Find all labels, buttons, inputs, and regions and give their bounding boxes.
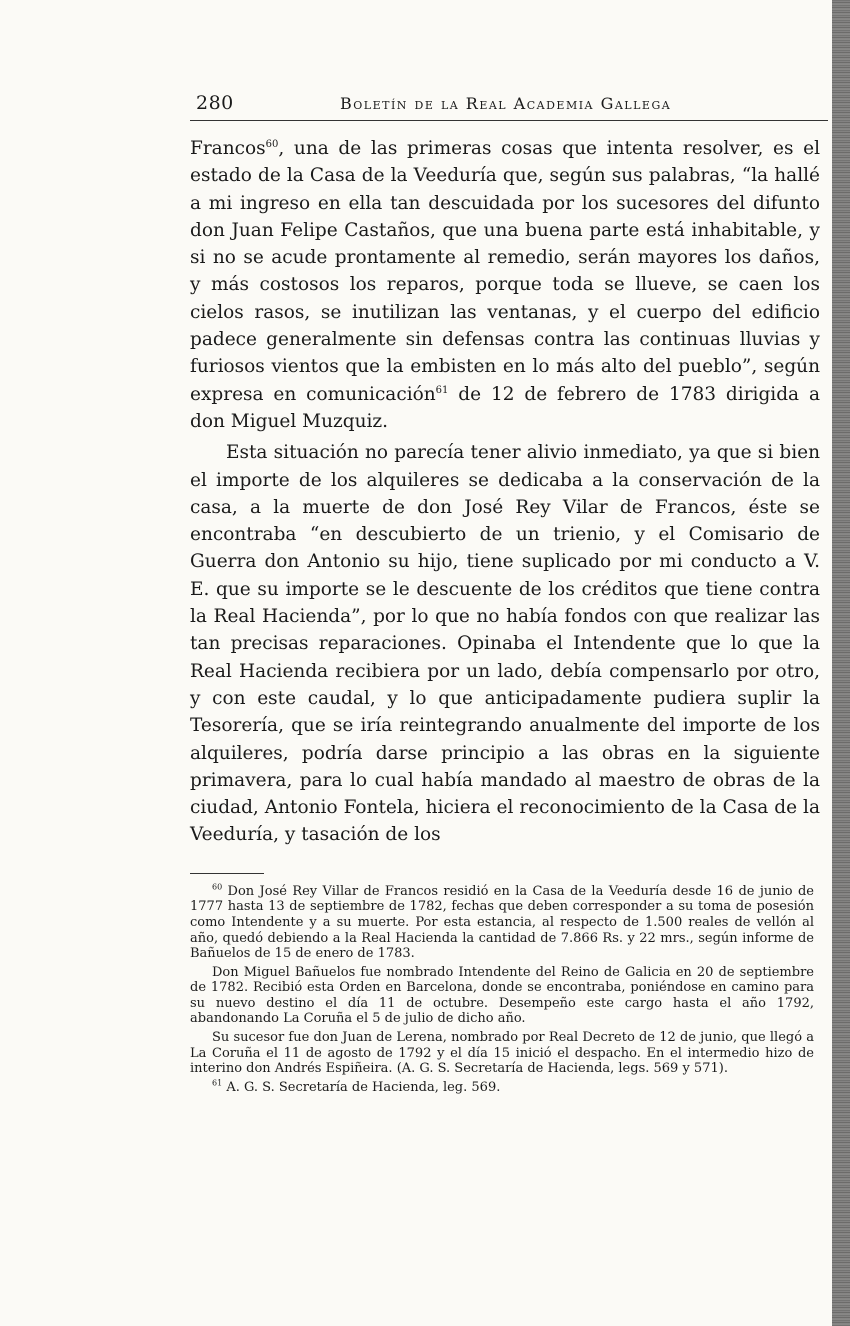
- footnote-61: [190, 1080, 814, 1096]
- paragraph-1-middle: , una de las primeras cosas que intenta resolver, es el estado de la Casa de la Veeduría que, según sus palabras, “la hallé a mi ingreso en ella tan descuidada por los sucesores del difunto don Juan Felipe Castaños, que una buena parte está inhabitable, y si no se acude prontamente al remedio, serán mayores los daños, y más costosos los reparos, porque toda se llueve, se caen los cielos rasos, se inutilizan las ventanas, y el cuerpo del edificio padece generalmente sin defensas contra las continuas lluvias y furiosos vientos que la embisten en lo más alto del pueblo”, según expresa en comunicación: [190, 138, 820, 405]
- footnote-60: [190, 884, 814, 962]
- footnote-60-paragraph-2: Don Miguel Bañuelos fue nombrado Intendente del Reino de Galicia en 20 de septiembre de 1782. Recibió esta Orden en Barcelona, donde se encontraba, poniéndose en camino para su nuevo destino el día 11 de octubre. Desempeño este cargo hasta el año 1792, abandonando La Coruña el 5 de julio de dicho año.: [190, 964, 814, 1027]
- footnotes: [190, 884, 828, 1096]
- footnote-61-text: A. G. S. Secretaría de Hacienda, leg. 569.: [222, 1079, 501, 1095]
- footnote-60-text: Don José Rey Villar de Francos residió en la Casa de la Veeduría desde 16 de junio de 1777 hasta 13 de septiembre de 1782, fechas que deben corresponder a su toma de posesión como Intendente y a su muerte. Por esta estancia, al respecto de 1.500 reales de vellón al año, quedó debiendo a la Real Hacienda la cantidad de 7.866 Rs. y 22 mrs., según informe de Bañuelos de 15 de enero de 1783.: [190, 883, 814, 962]
- footnote-60-paragraph-3: Su sucesor fue don Juan de Lerena, nombrado por Real Decreto de 12 de junio, que llegó a La Coruña el 11 de agosto de 1792 y el día 15 inició el despacho. En el intermedio hizo de interino don Andrés Espiñeira. (A. G. S. Secretaría de Hacienda, legs. 569 y 571).: [190, 1030, 814, 1077]
- page-number: 280: [196, 92, 234, 114]
- body-text: [190, 135, 828, 849]
- footnote-ref-61: 61: [435, 384, 449, 396]
- document-page: [190, 88, 828, 1098]
- footnote-mark-61: 61: [212, 1078, 223, 1088]
- paragraph-1-end: de 12 de febrero de 1783 dirigida a don Miguel Muzquiz.: [190, 383, 820, 432]
- footnote-divider: [190, 873, 264, 874]
- page-header: [190, 88, 828, 121]
- running-title: Boletín de la Real Academia Gallega: [340, 94, 672, 113]
- footnote-mark-60: 60: [212, 882, 223, 892]
- paragraph-2: Esta situación no parecía tener alivio inmediato, ya que si bien el importe de los alquileres se dedicaba a la conservación de la casa, a la muerte de don José Rey Vilar de Francos, éste se encontraba “en descubierto de un trienio, y el Comisario de Guerra don Antonio su hijo, tiene suplicado por mi conducto a V. E. que su importe se le descuente de los créditos que tiene contra la Real Hacienda”, por lo que no había fondos con que realizar las tan precisas reparaciones. Opinaba el Intendente que lo que la Real Hacienda recibiera por un lado, debía compensarlo por otro, y con este caudal, y lo que anticipadamente pudiera suplir la Tesorería, que se iría reintegrando anualmente del importe de los alquileres, podría darse principio a las obras en la siguiente primavera, para lo cual había mandado al maestro de obras de la ciudad, Antonio Fontela, hiciera el reconocimiento de la Casa de la Veeduría, y tasación de los: [190, 442, 820, 846]
- scanned-page-edge: [832, 0, 850, 1326]
- paragraph-1-start: Francos: [190, 138, 266, 159]
- paragraph-1: [190, 135, 820, 435]
- footnote-ref-60: 60: [265, 138, 279, 150]
